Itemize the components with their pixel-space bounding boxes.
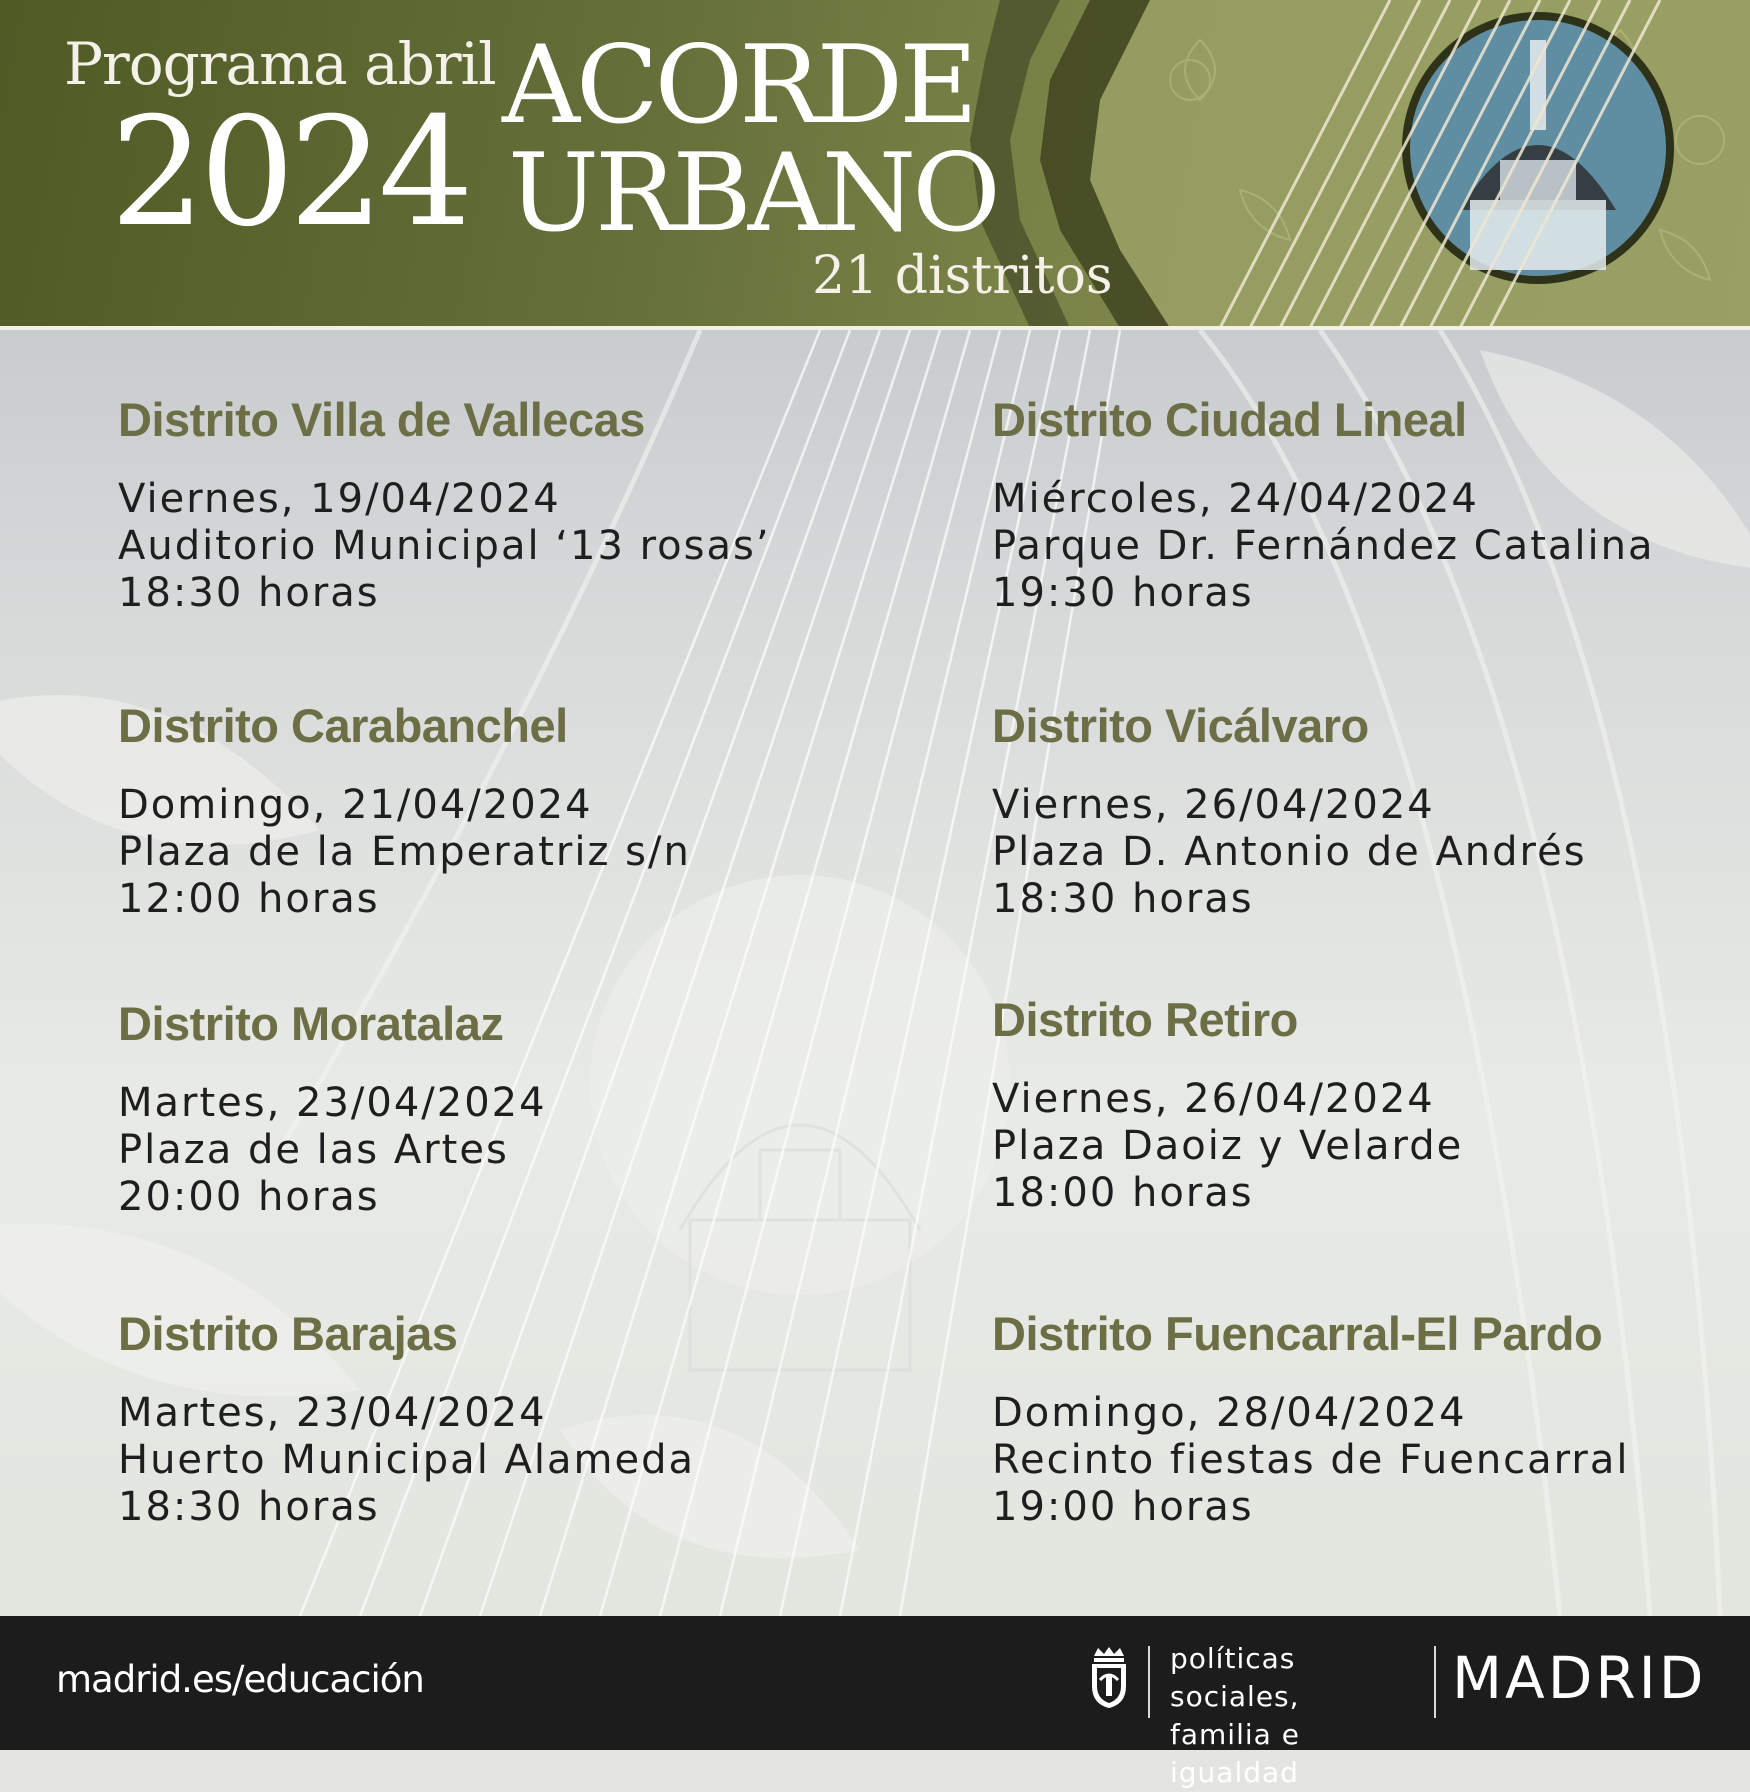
program-label: Programa abril: [64, 30, 496, 98]
brand-title-line-2: URBANO: [508, 131, 997, 256]
event-date: Viernes, 26/04/2024: [992, 782, 1435, 828]
event-barajas: [118, 1306, 898, 1531]
event-retiro: [992, 992, 1750, 1217]
district-name: Distrito Villa de Vallecas: [118, 393, 645, 446]
event-venue: Recinto fiestas de Fuencarral: [992, 1437, 1630, 1483]
brand-title-line-1: ACORDE: [502, 23, 974, 148]
event-venue: Plaza de las Artes: [118, 1127, 509, 1173]
city-logo: MADRID: [1452, 1644, 1707, 1712]
districts-count: 21 distritos: [812, 246, 1113, 306]
event-venue: Plaza Daoiz y Velarde: [992, 1123, 1464, 1169]
event-vicalvaro: [992, 698, 1750, 923]
website-link[interactable]: madrid.es/educación: [56, 1658, 424, 1701]
footer-separator: [1434, 1646, 1436, 1718]
department-line-1: políticas sociales,: [1170, 1642, 1300, 1713]
event-time: 18:00 horas: [992, 1170, 1254, 1216]
district-name: Distrito Barajas: [118, 1307, 458, 1360]
event-date: Domingo, 21/04/2024: [118, 782, 593, 828]
district-name: Distrito Fuencarral-El Pardo: [992, 1307, 1603, 1360]
program-year: 2024: [110, 86, 468, 260]
event-time: 18:30 horas: [118, 570, 380, 616]
district-name: Distrito Vicálvaro: [992, 699, 1369, 752]
event-time: 20:00 horas: [118, 1174, 380, 1220]
event-date: Viernes, 19/04/2024: [118, 476, 561, 522]
event-moratalaz: [118, 996, 898, 1221]
events-panel: [0, 330, 1750, 1616]
event-time: 18:30 horas: [118, 1484, 380, 1530]
event-date: Domingo, 28/04/2024: [992, 1390, 1467, 1436]
event-time: 19:00 horas: [992, 1484, 1254, 1530]
madrid-crest-icon: [1088, 1646, 1130, 1710]
header-banner: [0, 0, 1750, 328]
event-carabanchel: [118, 698, 898, 923]
event-date: Martes, 23/04/2024: [118, 1080, 547, 1126]
event-venue: Plaza D. Antonio de Andrés: [992, 829, 1587, 875]
event-ciudad-lineal: [992, 392, 1750, 617]
event-date: Viernes, 26/04/2024: [992, 1076, 1435, 1122]
event-fuencarral-el-pardo: [992, 1306, 1750, 1531]
event-time: 12:00 horas: [118, 876, 380, 922]
department-line-2: familia e igualdad: [1170, 1718, 1300, 1789]
district-name: Distrito Moratalaz: [118, 997, 504, 1050]
event-villa-de-vallecas: [118, 392, 898, 617]
event-venue: Plaza de la Emperatriz s/n: [118, 829, 691, 875]
event-time: 18:30 horas: [992, 876, 1254, 922]
event-date: Martes, 23/04/2024: [118, 1390, 547, 1436]
event-venue: Parque Dr. Fernández Catalina: [992, 523, 1655, 569]
event-date: Miércoles, 24/04/2024: [992, 476, 1479, 522]
event-venue: Auditorio Municipal ‘13 rosas’: [118, 523, 771, 569]
district-name: Distrito Carabanchel: [118, 699, 568, 752]
footer-bar: [0, 1616, 1750, 1789]
footer-separator: [1148, 1646, 1150, 1718]
event-time: 19:30 horas: [992, 570, 1254, 616]
district-name: Distrito Ciudad Lineal: [992, 393, 1467, 446]
district-name: Distrito Retiro: [992, 993, 1298, 1046]
event-venue: Huerto Municipal Alameda: [118, 1437, 695, 1483]
department-name: [1170, 1640, 1430, 1792]
